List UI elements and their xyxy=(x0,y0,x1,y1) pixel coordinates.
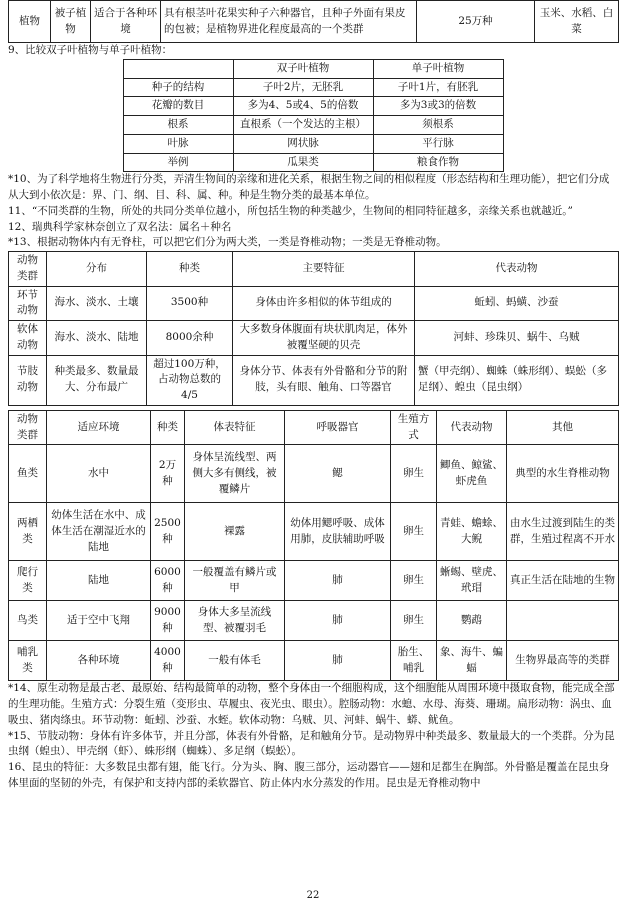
table-row xyxy=(9,503,619,561)
table-cell: 根系 xyxy=(123,116,233,135)
table-header-row xyxy=(123,59,503,78)
table-row xyxy=(9,601,619,641)
vertebrate-table xyxy=(8,410,619,682)
table-cell: 多为3或3的倍数 xyxy=(373,97,503,116)
table-cell: 鹦鹉 xyxy=(437,601,507,641)
table-header-row xyxy=(9,410,619,445)
table-cell: 平行脉 xyxy=(373,134,503,153)
table-cell: 鲫鱼、鲸鲨、虾虎鱼 xyxy=(437,445,507,503)
table-cell: 粮食作物 xyxy=(373,153,503,172)
table-cell: 种类最多、数量最大、分布最广 xyxy=(47,355,147,405)
table-header: 呼吸器官 xyxy=(285,410,391,445)
table-cell: 身体大多呈流线型、被覆羽毛 xyxy=(185,601,285,641)
table-cell: 两栖类 xyxy=(9,503,47,561)
table-cell: 肺 xyxy=(285,561,391,601)
table-cell: 适于空中飞翔 xyxy=(47,601,151,641)
table-cell: 环节动物 xyxy=(9,286,47,321)
table-cell: 8000余种 xyxy=(147,321,233,356)
table-cell: 一般覆盖有鳞片或甲 xyxy=(185,561,285,601)
table-cell: 身体由许多相似的体节组成的 xyxy=(233,286,415,321)
table-cell: 海水、淡水、陆地 xyxy=(47,321,147,356)
table-cell: 卵生 xyxy=(391,561,437,601)
table-cell: 植物 xyxy=(9,1,51,43)
table-header: 其他 xyxy=(507,410,619,445)
table-header: 体表特征 xyxy=(185,410,285,445)
table-row xyxy=(9,641,619,681)
table-cell: 海水、淡水、土壤 xyxy=(47,286,147,321)
table-cell xyxy=(507,601,619,641)
paragraph-10: *10、为了科学地将生物进行分类，弄清生物间的亲缘和进化关系，根据生物之间的相似程度（形态结构和生理功能），把它们分成从大到小依次是：界、门、纲、目、科、属、种。种是生物分类的最基本单位。 xyxy=(8,173,610,201)
table-cell: 鱼类 xyxy=(9,445,47,503)
paragraph-12: 12、瑞典科学家林奈创立了双名法：属名＋种名 xyxy=(8,220,232,233)
table-header: 双子叶植物 xyxy=(233,59,373,78)
table-cell: 象、海牛、蝙蝠 xyxy=(437,641,507,681)
table-header: 分布 xyxy=(47,252,147,287)
table-cell: 3500种 xyxy=(147,286,233,321)
table-cell: 哺乳类 xyxy=(9,641,47,681)
table-cell: 爬行类 xyxy=(9,561,47,601)
table-cell: 身体分节、体表有外骨骼和分节的附肢，头有眼、触角、口等器官 xyxy=(233,355,415,405)
table-cell: 鸟类 xyxy=(9,601,47,641)
table-header: 主要特征 xyxy=(233,252,415,287)
table-row xyxy=(9,355,619,405)
table-cell: 胎生、哺乳 xyxy=(391,641,437,681)
paragraph-14: *14、原生动物是最古老、最原始、结构最简单的动物，整个身体由一个细胞构成，这个细胞能从周围环境中摄取食物，能完成全部的生理功能。生殖方式：分裂生殖（变形虫、草履虫、夜光虫、眼虫）。腔肠动物：水螅、水母、海葵、珊瑚。扁形动物：涡虫、血吸虫、猪肉绦虫。环节动物：蚯蚓、沙蚕、水蛭。软体动物：乌贼、贝、河蚌、蜗牛、蟒、鱿鱼。 xyxy=(8,682,615,726)
table-cell: 节肢动物 xyxy=(9,355,47,405)
table-cell: 直根系（一个发达的主根） xyxy=(233,116,373,135)
paragraph-16: 16、昆虫的特征：大多数昆虫都有翅，能飞行。分为头、胸、腹三部分，运动器官——翅和足都生在胸部。外骨骼是覆盖在昆虫身体里面的坚韧的外壳，有保护和支持内部的柔软器官、防止体内水分蒸发的作用。昆虫是无脊椎动物中 xyxy=(8,761,610,789)
table-cell: 真正生活在陆地的生物 xyxy=(507,561,619,601)
table-cell: 生物界最高等的类群 xyxy=(507,641,619,681)
table-header: 生殖方式 xyxy=(391,410,437,445)
table-cell: 卵生 xyxy=(391,445,437,503)
table-cell: 网状脉 xyxy=(233,134,373,153)
table-cell: 子叶2片，无胚乳 xyxy=(233,78,373,97)
table-header: 代表动物 xyxy=(437,410,507,445)
table-cell: 鳃 xyxy=(285,445,391,503)
table-cell: 肺 xyxy=(285,601,391,641)
table-cell: 子叶1片，有胚乳 xyxy=(373,78,503,97)
table-cell: 4000种 xyxy=(151,641,185,681)
table-header: 种类 xyxy=(147,252,233,287)
table-cell: 幼体生活在水中、成体生活在潮湿近水的陆地 xyxy=(47,503,151,561)
table-header xyxy=(123,59,233,78)
table-row xyxy=(9,561,619,601)
table-cell: 大多数身体腹面有块状肌肉足，体外被覆坚硬的贝壳 xyxy=(233,321,415,356)
table-cell: 具有根茎叶花果实种子六种器官，且种子外面有果皮的包被；是植物界进化程度最高的一个类群 xyxy=(161,1,417,43)
table-row xyxy=(9,1,619,43)
table-header: 种类 xyxy=(151,410,185,445)
table-cell: 被子植物 xyxy=(51,1,91,43)
table-cell: 身体呈流线型、两侧大多有侧线，被覆鳞片 xyxy=(185,445,285,503)
table-cell: 幼体用鳃呼吸、成体用肺，皮肤辅助呼吸 xyxy=(285,503,391,561)
table-header: 单子叶植物 xyxy=(373,59,503,78)
table-cell: 水中 xyxy=(47,445,151,503)
table-cell: 各种环境 xyxy=(47,641,151,681)
table-cell: 青蛙、蟾蜍、大鲵 xyxy=(437,503,507,561)
paragraph-15: *15、节肢动物：身体有许多体节，并且分部，体表有外骨骼，足和触角分节。是动物界中种类最多、数量最大的一个类群。分为昆虫纲（蝗虫）、甲壳纲（虾）、蛛形纲（蜘蛛）、多足纲（蜈蚣）。 xyxy=(8,729,615,758)
table-row xyxy=(9,321,619,356)
table-cell: 蟹（甲壳纲）、蜘蛛（蛛形纲）、蜈蚣（多足纲）、蝗虫（昆虫纲） xyxy=(415,355,619,405)
table-header: 代表动物 xyxy=(415,252,619,287)
table-cell: 肺 xyxy=(285,641,391,681)
document-page xyxy=(8,0,618,792)
invertebrate-table xyxy=(8,251,619,406)
table-cell: 一般有体毛 xyxy=(185,641,285,681)
table-cell: 种子的结构 xyxy=(123,78,233,97)
table-header: 动物类群 xyxy=(9,252,47,287)
table-cell: 花瓣的数目 xyxy=(123,97,233,116)
dicot-monocot-table xyxy=(123,59,504,173)
table-row xyxy=(123,134,503,153)
table-cell: 2500种 xyxy=(151,503,185,561)
table-cell: 9000种 xyxy=(151,601,185,641)
paragraph-9: 9、比较双子叶植物与单子叶植物： xyxy=(8,44,173,56)
table-cell: 25万种 xyxy=(417,1,535,43)
page-number: 22 xyxy=(306,890,320,901)
table-cell: 玉米、水稻、白菜 xyxy=(535,1,619,43)
table-cell: 河蚌、珍珠贝、蜗牛、乌贼 xyxy=(415,321,619,356)
table-row xyxy=(123,97,503,116)
table-cell: 典型的水生脊椎动物 xyxy=(507,445,619,503)
table-row xyxy=(9,286,619,321)
paragraph-13: *13、根据动物体内有无脊柱，可以把它们分为两大类，一类是脊椎动物；一类是无脊椎动物。 xyxy=(8,236,447,249)
table-cell: 陆地 xyxy=(47,561,151,601)
table-cell: 软体动物 xyxy=(9,321,47,356)
table-row xyxy=(123,116,503,135)
table-cell: 蚯蚓、蚂蟥、沙蚕 xyxy=(415,286,619,321)
table-cell: 由水生过渡到陆生的类群，生殖过程离不开水 xyxy=(507,503,619,561)
table-row xyxy=(9,445,619,503)
plant-table-continued xyxy=(8,0,619,43)
paragraph-11: 11、“不同类群的生物，所处的共同分类单位越小，所包括生物的种类越少，生物间的相同特征越多，亲缘关系也就越近。” xyxy=(8,204,573,217)
table-cell: 叶脉 xyxy=(123,134,233,153)
table-cell: 须根系 xyxy=(373,116,503,135)
table-header-row xyxy=(9,252,619,287)
table-header: 适应环境 xyxy=(47,410,151,445)
table-cell: 裸露 xyxy=(185,503,285,561)
table-cell: 6000种 xyxy=(151,561,185,601)
table-cell: 蜥蜴、壁虎、玳瑁 xyxy=(437,561,507,601)
table-cell: 卵生 xyxy=(391,601,437,641)
table-cell: 举例 xyxy=(123,153,233,172)
table-cell: 超过100万种，占动物总数的4/5 xyxy=(147,355,233,405)
table-header: 动物类群 xyxy=(9,410,47,445)
table-row xyxy=(123,78,503,97)
table-cell: 多为4、5或4、5的倍数 xyxy=(233,97,373,116)
table-cell: 瓜果类 xyxy=(233,153,373,172)
table-cell: 适合于各种环境 xyxy=(91,1,161,43)
table-row xyxy=(123,153,503,172)
table-cell: 卵生 xyxy=(391,503,437,561)
table-cell: 2万种 xyxy=(151,445,185,503)
